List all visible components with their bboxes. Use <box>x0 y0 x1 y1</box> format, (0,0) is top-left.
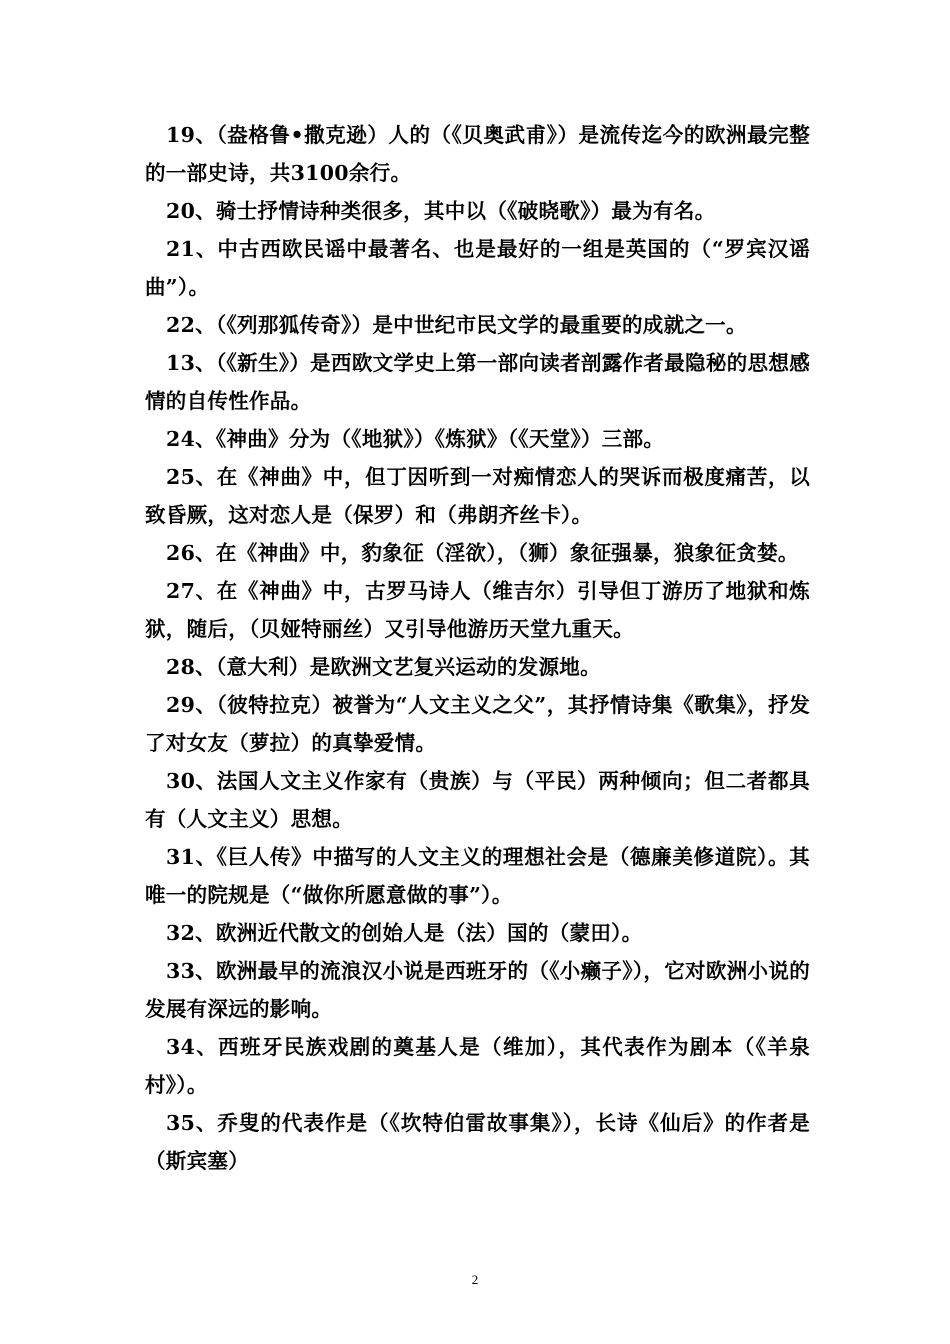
list-item: 34、西班牙民族戏剧的奠基人是（维加），其代表作为剧本（《羊泉村》）。 <box>145 1035 810 1097</box>
list-item: 32、欧洲近代散文的创始人是（法）国的（蒙田）。 <box>166 921 643 945</box>
list-item: 19、（盎格鲁•撒克逊）人的（《贝奥武甫》）是流传迄今的欧洲最完整的一部史诗，共3100余行。 <box>145 123 810 185</box>
list-item: 29、（彼特拉克）被誉为“人文主义之父”，其抒情诗集《歌集》，抒发了对女友（萝拉）的真挚爱情。 <box>145 693 810 755</box>
list-item: 26、在《神曲》中，豹象征（淫欲），（狮）象征强暴，狼象征贪婪。 <box>166 541 799 565</box>
list-item: 25、在《神曲》中，但丁因听到一对痴情恋人的哭诉而极度痛苦，以致昏厥，这对恋人是（保罗）和（弗朗齐丝卡）。 <box>145 465 810 527</box>
list-item: 22、（《列那狐传奇》）是中世纪市民文学的最重要的成就之一。 <box>166 313 747 337</box>
list-item: 28、（意大利）是欧洲文艺复兴运动的发源地。 <box>166 655 601 679</box>
list-item: 13、（《新生》）是西欧文学史上第一部向读者剖露作者最隐秘的思想感情的自传性作品。 <box>145 351 810 413</box>
list-item: 24、《神曲》分为（《地狱》）《炼狱》（《天堂》）三部。 <box>166 427 665 451</box>
list-item: 21、中古西欧民谣中最著名、也是最好的一组是英国的（“罗宾汉谣曲”）。 <box>145 237 810 299</box>
list-item: 30、法国人文主义作家有（贵族）与（平民）两种倾向；但二者都具有（人文主义）思想。 <box>145 769 810 831</box>
list-item: 35、乔叟的代表作是（《坎特伯雷故事集》），长诗《仙后》的作者是（斯宾塞） <box>145 1111 810 1173</box>
document-body <box>145 116 810 1180</box>
list-item: 20、骑士抒情诗种类很多，其中以（《破晓歌》）最为有名。 <box>166 199 716 223</box>
list-item: 27、在《神曲》中，古罗马诗人（维吉尔）引导但丁游历了地狱和炼狱，随后，（贝娅特丽丝）又引导他游历天堂九重天。 <box>145 579 810 641</box>
list-item: 33、欧洲最早的流浪汉小说是西班牙的（《小癞子》），它对欧洲小说的发展有深远的影响。 <box>145 959 810 1021</box>
page-number: 2 <box>471 1272 479 1287</box>
list-item: 31、《巨人传》中描写的人文主义的理想社会是（德廉美修道院）。其唯一的院规是（“做你所愿意做的事”）。 <box>145 845 810 907</box>
